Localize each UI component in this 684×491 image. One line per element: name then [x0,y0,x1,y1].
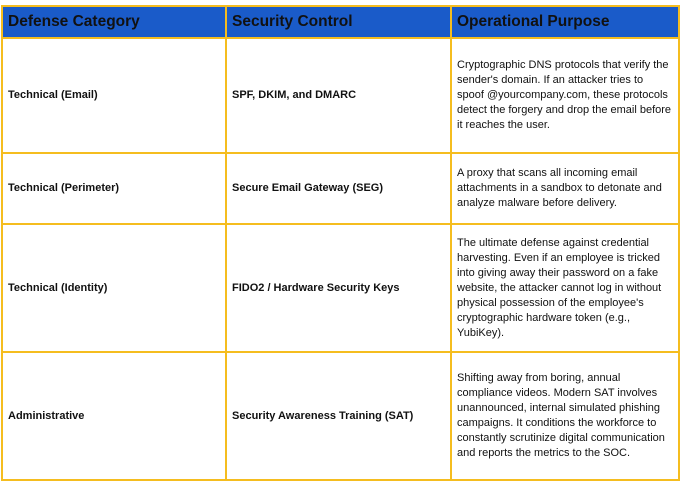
defense-category-cell: Technical (Perimeter) [2,153,226,224]
header-defense-category: Defense Category [2,6,226,38]
defense-category-cell: Administrative [2,352,226,480]
table-header [2,6,679,38]
security-control-cell: Security Awareness Training (SAT) [226,352,451,480]
header-row [2,6,679,38]
operational-purpose-cell: The ultimate defense against credential harvesting. Even if an employee is tricked into giving away their password on a fake website, the attacker cannot log in without physical possession of the employee's cryptographic hardware token (e.g., YubiKey). [451,224,679,352]
defense-category-cell: Technical (Email) [2,38,226,153]
defense-controls-table [1,5,680,481]
header-security-control: Security Control [226,6,451,38]
operational-purpose-cell: Cryptographic DNS protocols that verify the sender's domain. If an attacker tries to spoof @yourcompany.com, these protocols detect the forgery and drop the email before it reaches the user. [451,38,679,153]
security-control-cell: Secure Email Gateway (SEG) [226,153,451,224]
security-control-cell: SPF, DKIM, and DMARC [226,38,451,153]
table-row [2,38,679,153]
operational-purpose-cell: Shifting away from boring, annual compliance videos. Modern SAT involves unannounced, internal simulated phishing campaigns. It conditions the workforce to constantly scrutinize digital communication and reports the metrics to the SOC. [451,352,679,480]
table-row [2,352,679,480]
table-row [2,153,679,224]
operational-purpose-cell: A proxy that scans all incoming email attachments in a sandbox to detonate and analyze malware before delivery. [451,153,679,224]
table-row [2,224,679,352]
header-operational-purpose: Operational Purpose [451,6,679,38]
table-body [2,38,679,480]
defense-category-cell: Technical (Identity) [2,224,226,352]
security-control-cell: FIDO2 / Hardware Security Keys [226,224,451,352]
